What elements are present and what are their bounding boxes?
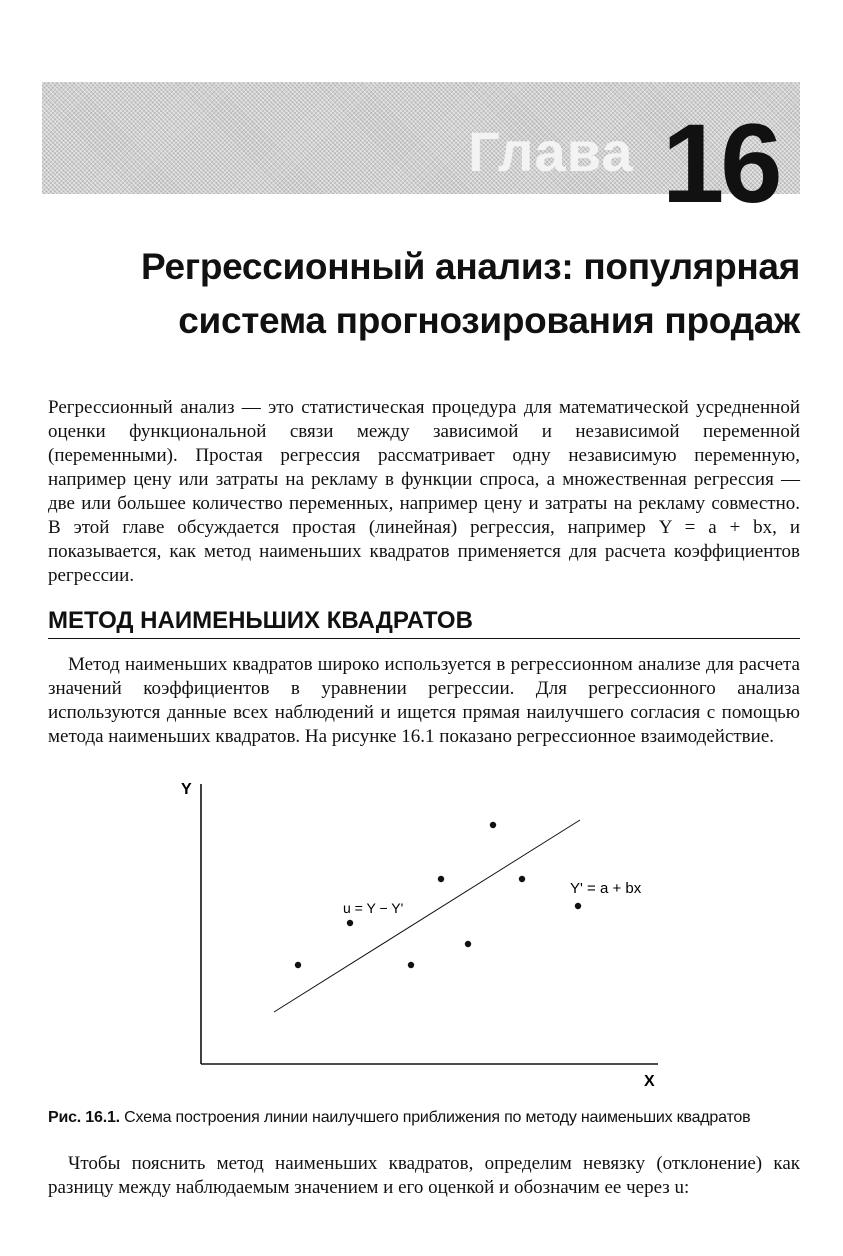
residual-label: u = Y − Y' [343, 900, 404, 916]
regression-line [274, 820, 580, 1012]
data-point [295, 962, 301, 968]
chapter-number: 16 [662, 101, 779, 226]
data-point [347, 920, 353, 926]
figure-caption [48, 1107, 808, 1129]
chapter-title [40, 240, 800, 348]
data-point [519, 876, 525, 882]
data-point [490, 822, 496, 828]
chapter-title-line-1: Регрессионный анализ: популярная [140, 246, 800, 287]
chapter-word: Глава [468, 120, 634, 183]
line-equation-label: Y' = a + bx [570, 880, 642, 897]
data-point [465, 941, 471, 947]
data-point [438, 876, 444, 882]
y-axis-label: Y [181, 781, 192, 798]
figure-caption-text: Схема построения линии наилучшего приближения по методу наименьших квадратов [124, 1109, 751, 1126]
section-heading: МЕТОД НАИМЕНЬШИХ КВАДРАТОВ [48, 606, 800, 639]
section-paragraph: Метод наименьших квадратов широко используется в регрессионном анализе для расчета значений коэффициентов в уравнении регрессии. Для регрессионного анализа используются данные всех наблюдений и ищется прямая наилучшего согласия с помощью метода наименьших квадратов. На рисунке 16.1 показано регрессионное взаимодействие. [48, 654, 800, 747]
intro-paragraph: Регрессионный анализ — это статистическая процедура для математической усредненной оценки функциональной связи между зависимой и независимой переменной (переменными). Простая регрессия рассматривает одну независимую переменную, например цену или затраты на рекламу в функции спроса, а множественная регрессия — две или большее количество переменных, например цену и затраты на рекламу совместно. В этой главе обсуждается простая (линейная) регрессия, например Y = a + bx, и показывается, как метод наименьших квадратов применяется для расчета коэффициентов регрессии. [48, 397, 800, 586]
data-point [408, 962, 414, 968]
closing-paragraph: Чтобы пояснить метод наименьших квадратов, определим невязку (отклонение) как разницу между наблюдаемым значением и его оценкой и обозначим ее через u: [48, 1153, 800, 1198]
regression-figure [170, 772, 690, 1092]
data-point [575, 903, 581, 909]
figure-caption-number: Рис. 16.1. [48, 1109, 120, 1126]
chapter-title-line-2: система прогнозирования продаж [178, 300, 800, 341]
x-axis-label: X [644, 1073, 655, 1090]
